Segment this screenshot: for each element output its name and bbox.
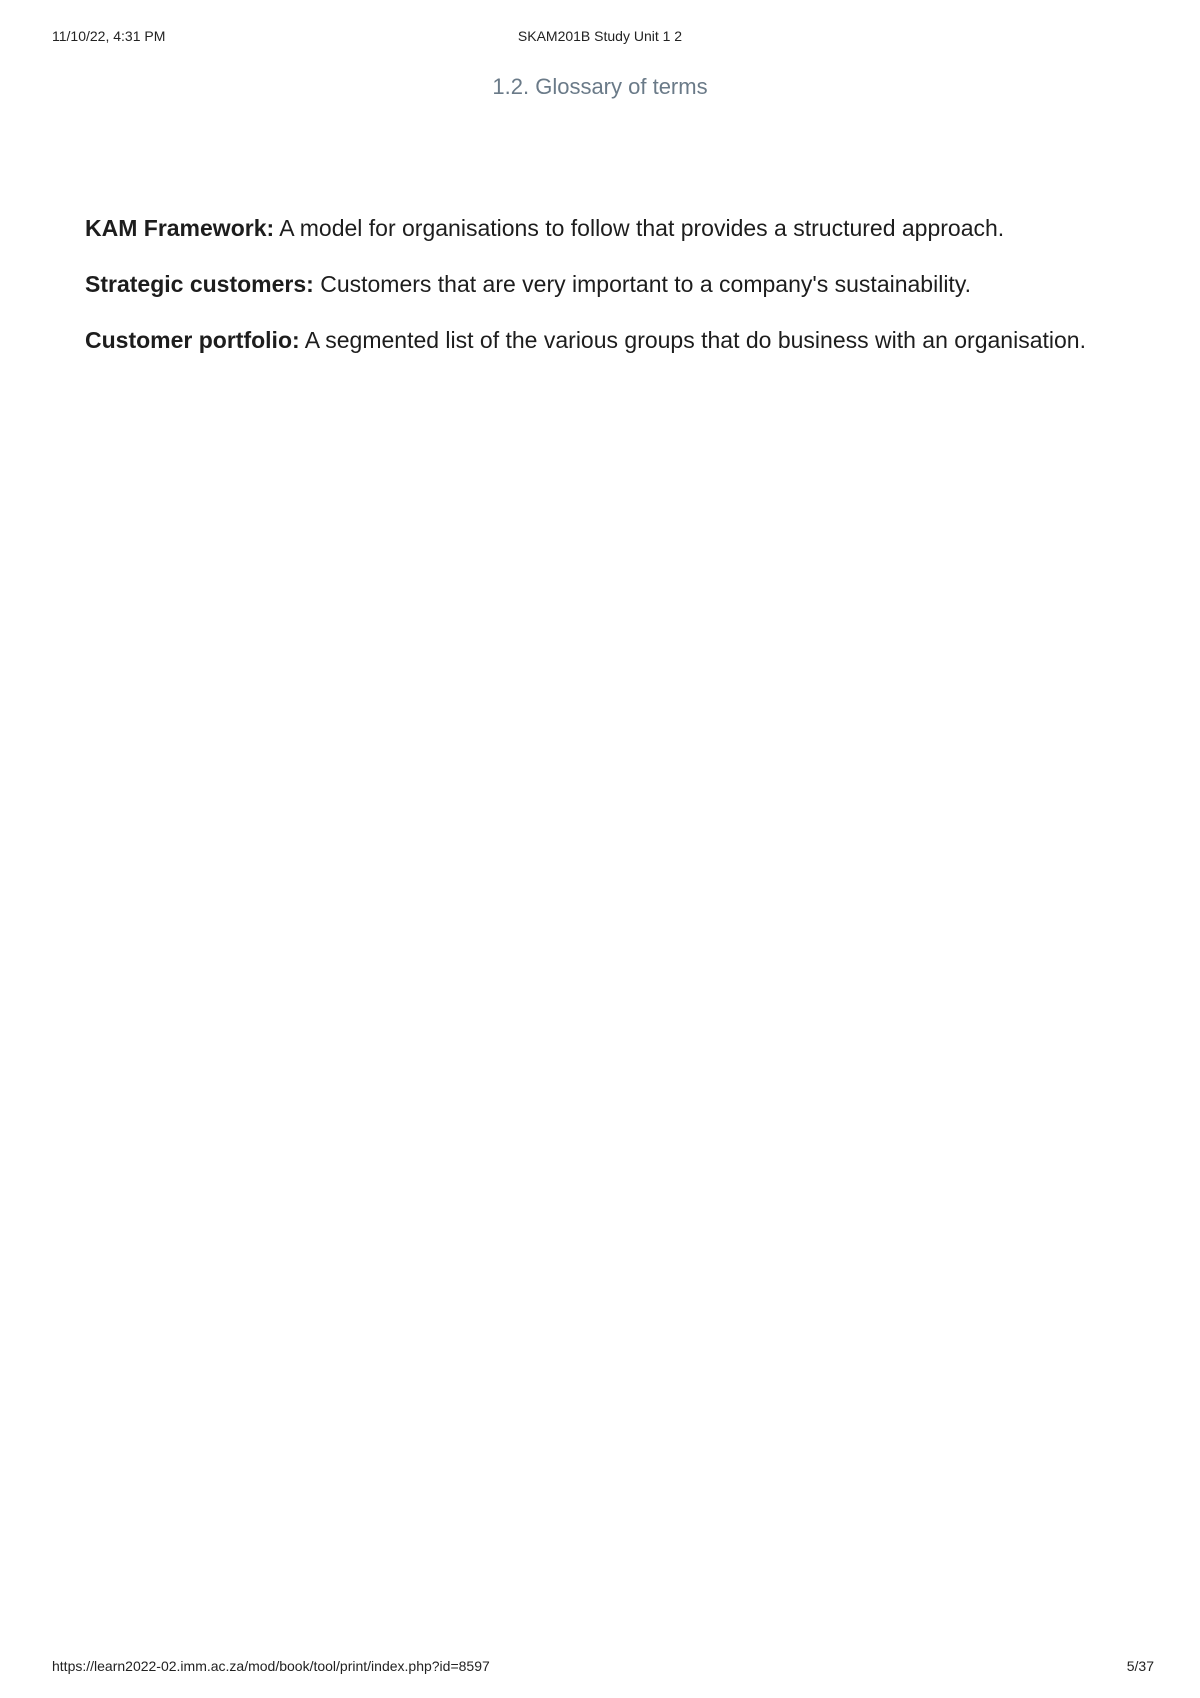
glossary-definition: Customers that are very important to a company's sustainability. bbox=[313, 271, 971, 297]
print-footer-url: https://learn2022-02.imm.ac.za/mod/book/tool/print/index.php?id=8597 bbox=[52, 1658, 490, 1674]
glossary-entry-kam-framework bbox=[85, 208, 1125, 248]
print-footer-page-number: 5/37 bbox=[1126, 1658, 1154, 1674]
glossary-term: KAM Framework: bbox=[85, 215, 275, 241]
chapter-title: 1.2. Glossary of terms bbox=[492, 74, 708, 99]
glossary-entry-strategic-customers bbox=[85, 264, 1125, 304]
glossary-term: Customer portfolio: bbox=[85, 327, 300, 353]
glossary-term: Strategic customers: bbox=[85, 271, 314, 297]
print-header-datetime: 11/10/22, 4:31 PM bbox=[52, 28, 166, 44]
glossary-definition: A segmented list of the various groups that do business with an organisation. bbox=[299, 327, 1086, 353]
glossary-list bbox=[85, 208, 1125, 376]
glossary-definition: A model for organisations to follow that provides a structured approach. bbox=[274, 215, 1005, 241]
glossary-entry-customer-portfolio bbox=[85, 320, 1125, 360]
print-header-document-title: SKAM201B Study Unit 1 2 bbox=[517, 28, 683, 44]
